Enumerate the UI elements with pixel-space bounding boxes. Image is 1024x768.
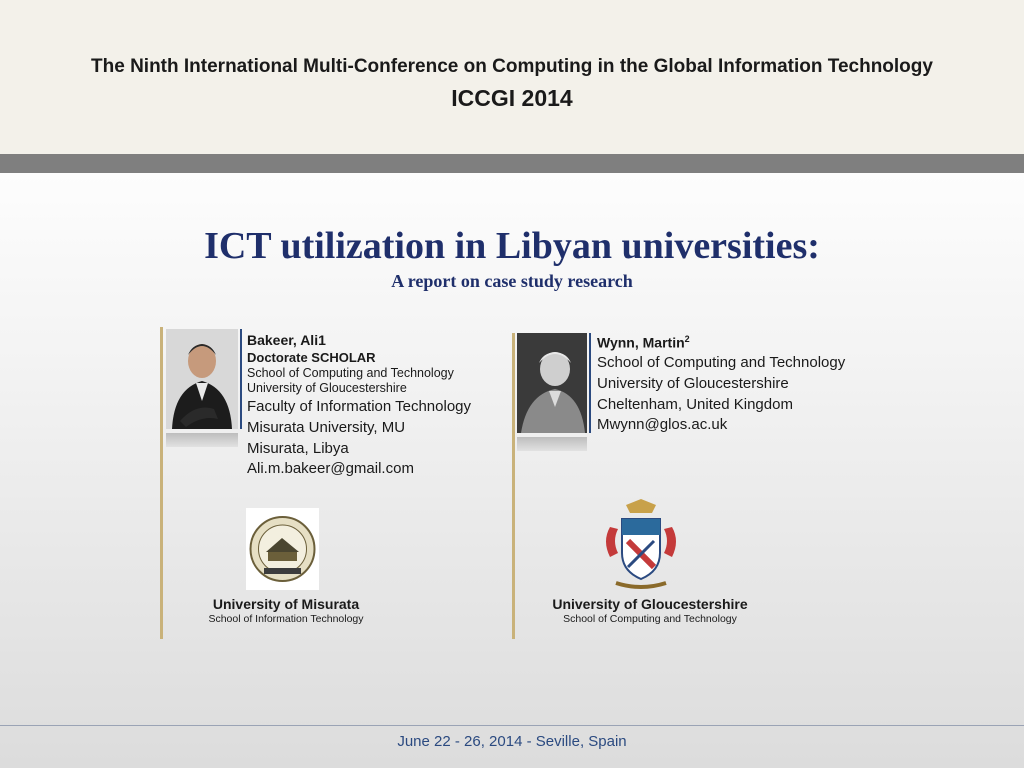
author-name: Wynn, Martin$^2$: [597, 334, 690, 351]
author-email: Ali.m.bakeer@gmail.com: [247, 460, 414, 478]
footer-date-location: June 22 - 26, 2014 - Seville, Spain: [397, 733, 627, 750]
slide-subtitle: A report on case study research: [391, 271, 633, 291]
university-name-gloucestershire: University of Gloucestershire: [552, 596, 748, 612]
author-affiliation-line: Misurata, Libya: [247, 439, 349, 457]
author-affiliation-line: School of Computing and Technology: [597, 354, 846, 372]
author-name: Bakeer, Ali1: [247, 332, 326, 348]
conference-acronym: ICCGI 2014: [451, 85, 573, 111]
conference-name: The Ninth International Multi-Conference on Computing in the Global Information Technology: [91, 56, 933, 77]
author-photo-wynn: [517, 333, 587, 433]
slide-title: ICT utilization in Libyan universities:: [204, 225, 820, 267]
author-affiliation-line: Cheltenham, United Kingdom: [597, 395, 793, 413]
university-school-gloucestershire: School of Computing and Technology: [563, 613, 737, 625]
author-email: Mwynn@glos.ac.uk: [597, 416, 728, 434]
photo-divider: [240, 329, 242, 429]
photo-divider: [589, 333, 591, 433]
author-affiliation-line: University of Gloucestershire: [597, 374, 789, 392]
author-affiliation-line: Faculty of Information Technology: [247, 398, 472, 415]
author-photo-reflection: [517, 437, 587, 451]
university-school-misurata: School of Information Technology: [208, 613, 364, 625]
left-column-divider: [160, 327, 163, 639]
author-block-wynn: [597, 334, 877, 435]
author-role: Doctorate SCHOLAR: [247, 349, 376, 365]
university-name-misurata: University of Misurata: [212, 596, 360, 612]
right-column-divider: [512, 333, 515, 639]
author-affiliation-line: University of Gloucestershire: [247, 381, 407, 396]
author-photo-reflection: [166, 433, 238, 447]
misurata-university-logo: [246, 508, 319, 590]
author-affiliation-line: School of Computing and Technology: [247, 365, 454, 380]
author-block-bakeer: [247, 332, 507, 479]
author-affiliation-line: Misurata University, MU: [247, 418, 406, 436]
author-photo-bakeer: [166, 329, 238, 429]
footer-divider: [0, 725, 1024, 726]
header-band: [0, 154, 1024, 173]
conference-header: [0, 0, 1024, 154]
gloucestershire-coat-of-arms: [596, 497, 686, 593]
